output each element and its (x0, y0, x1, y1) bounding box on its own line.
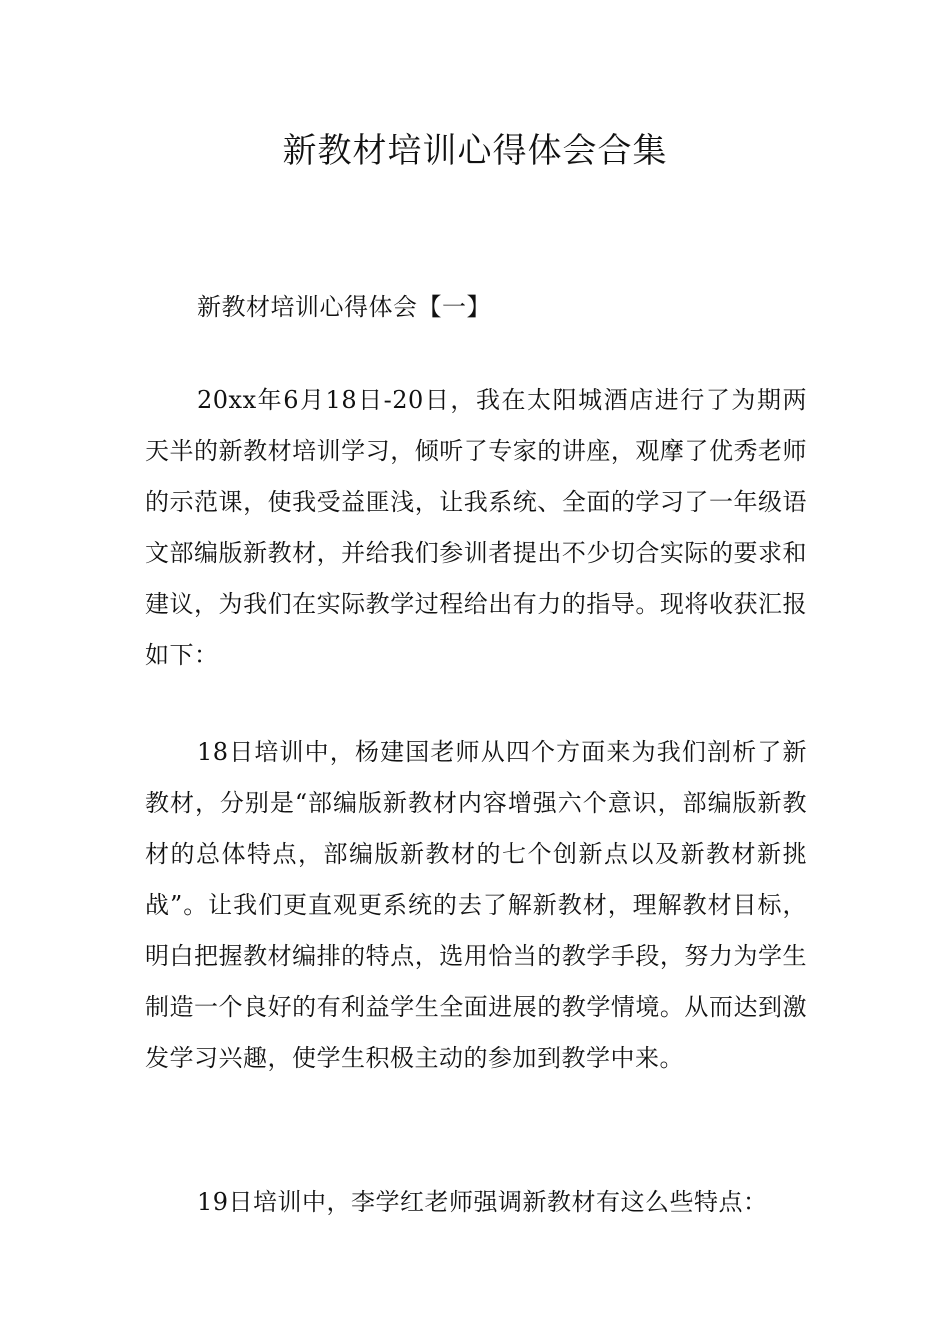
paragraph: 20xx年6月18日-20日，我在太阳城酒店进行了为期两天半的新教材培训学习，倾听了专家的讲座，观摩了优秀老师的示范课，使我受益匪浅，让我系统、全面的学习了一年级语文部编版新教材，并给我们参训者提出不少切合实际的要求和建议，为我们在实际教学过程给出有力的指导。现将收获汇报如下： (145, 386, 807, 669)
section-heading: 新教材培训心得体会【一】 (197, 293, 491, 321)
paragraph-1-block (145, 375, 807, 681)
section-heading-block (145, 282, 807, 333)
document-title: 新教材培训心得体会合集 (282, 131, 668, 171)
paragraph: 18日培训中，杨建国老师从四个方面来为我们剖析了新教材，分别是“部编版新教材内容增强六个意识，部编版新教材的总体特点，部编版新教材的七个创新点以及新教材新挑战”。让我们更直观更系统的去了解新教材，理解教材目标，明白把握教材编排的特点，选用恰当的教学手段，努力为学生制造一个良好的有利益学生全面进展的教学情境。从而达到激发学习兴趣，使学生积极主动的参加到教学中来。 (145, 738, 807, 1072)
paragraph-3-block (145, 1177, 807, 1228)
paragraph-2-block (145, 727, 807, 1084)
paragraph: 19日培训中，李学红老师强调新教材有这么些特点： (197, 1188, 768, 1216)
